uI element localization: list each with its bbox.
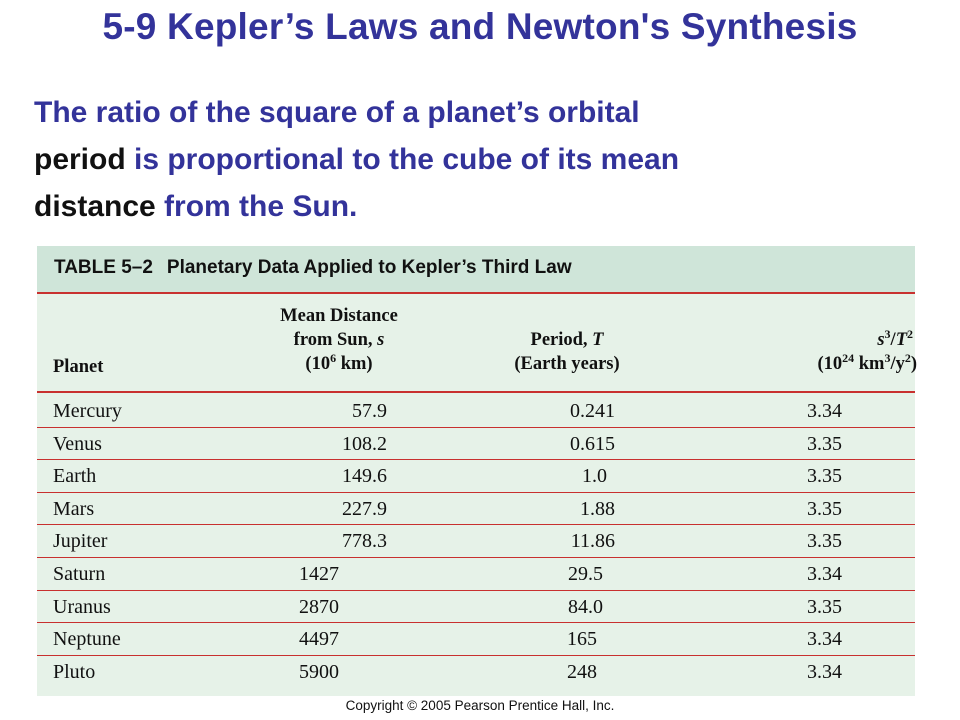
mean-distance: 5900 — [299, 660, 339, 683]
planet-name: Mercury — [53, 400, 122, 422]
header-distance-var: s — [377, 330, 385, 350]
ratio: 3.34 — [807, 660, 842, 683]
ratio-exp2: 2 — [907, 326, 913, 341]
header-distance-text: from Sun, — [293, 330, 378, 350]
period: 248 — [567, 660, 597, 683]
statement-part3: is proportional to the cube of its mean — [125, 143, 680, 176]
ratio: 3.35 — [807, 432, 842, 455]
period: 0.241 — [570, 400, 615, 422]
ratio: 3.34 — [807, 562, 842, 585]
ratio-slash: / — [890, 330, 896, 350]
ratio: 3.34 — [807, 400, 842, 422]
distance-unit-exp: 6 — [330, 350, 337, 365]
mean-distance: 1427 — [299, 562, 339, 585]
mean-distance: 108.2 — [342, 432, 387, 455]
ratio-unit-exp2: 2 — [904, 350, 911, 365]
mean-distance: 2870 — [299, 595, 339, 618]
ratio-unit-exp24: 24 — [842, 350, 855, 365]
table-row — [37, 591, 915, 624]
header-period — [477, 328, 657, 376]
ratio: 3.35 — [807, 497, 842, 520]
mean-distance: 149.6 — [342, 465, 387, 488]
table-row — [37, 623, 915, 656]
planet-name: Earth — [53, 465, 97, 488]
ratio-s: s — [877, 330, 885, 350]
period: 165 — [567, 628, 597, 651]
header-distance-line2 — [249, 328, 429, 352]
table-number: TABLE 5–2 — [54, 257, 153, 278]
planetary-data-table — [37, 246, 915, 696]
header-period-line2: (Earth years) — [514, 354, 620, 374]
period: 1.0 — [582, 465, 607, 488]
planet-name: Jupiter — [53, 530, 108, 553]
planet-name: Venus — [53, 432, 102, 455]
table-body — [37, 395, 915, 688]
table-row — [37, 493, 915, 526]
table-row — [37, 428, 915, 461]
period: 11.86 — [570, 530, 615, 553]
ratio: 3.35 — [807, 530, 842, 553]
ratio-T: T — [895, 330, 907, 350]
table-caption — [37, 246, 915, 292]
distance-unit-pre: (10 — [305, 354, 331, 374]
ratio: 3.34 — [807, 628, 842, 651]
kepler-third-law-statement — [34, 89, 934, 230]
table-row — [37, 460, 915, 493]
caption-rule — [37, 292, 915, 294]
copyright-notice: Copyright © 2005 Pearson Prentice Hall, Inc. — [345, 698, 615, 713]
mean-distance: 227.9 — [342, 497, 387, 520]
statement-part5: from the Sun. — [155, 190, 358, 223]
ratio-unit-km: km — [854, 354, 885, 374]
distance-unit-post: km) — [336, 354, 373, 374]
header-distance-line1: Mean Distance — [280, 306, 398, 326]
table-row — [37, 525, 915, 558]
planet-name: Pluto — [53, 660, 96, 683]
ratio: 3.35 — [807, 465, 842, 488]
header-distance-unit — [249, 352, 429, 376]
ratio-unit-post: ) — [910, 354, 917, 374]
statement-term-period: period — [34, 143, 126, 176]
header-period-line1 — [477, 328, 657, 352]
header-ratio — [737, 328, 921, 376]
slide-title: 5-9 Kepler’s Laws and Newton's Synthesis — [102, 6, 858, 47]
planet-name: Mars — [53, 497, 95, 520]
statement-term-distance: distance — [34, 190, 156, 223]
period: 84.0 — [568, 595, 603, 618]
ratio-unit-y: /y — [890, 354, 905, 374]
period-var: T — [592, 330, 604, 350]
table-row — [37, 395, 915, 428]
ratio-unit-exp3: 3 — [884, 350, 891, 365]
period: 29.5 — [568, 562, 603, 585]
mean-distance: 778.3 — [342, 530, 387, 553]
table-row — [37, 656, 915, 689]
mean-distance: 57.9 — [352, 400, 387, 422]
period: 0.615 — [570, 432, 615, 455]
period-label: Period, — [530, 330, 593, 350]
table-row — [37, 558, 915, 591]
header-planet-label: Planet — [53, 357, 104, 377]
planet-name: Neptune — [53, 628, 121, 651]
planet-name: Saturn — [53, 562, 106, 585]
header-ratio-unit — [737, 352, 921, 376]
header-rule — [37, 391, 915, 393]
statement-part1: The ratio of the square of a planet’s orbital — [34, 96, 640, 129]
mean-distance: 4497 — [299, 628, 339, 651]
ratio-exp3: 3 — [884, 326, 891, 341]
planet-name: Uranus — [53, 595, 111, 618]
period: 1.88 — [580, 497, 615, 520]
ratio-unit-pre: (10 — [817, 354, 843, 374]
header-planet — [53, 355, 103, 379]
header-mean-distance — [249, 304, 429, 376]
header-ratio-formula — [737, 328, 921, 352]
ratio: 3.35 — [807, 595, 842, 618]
table-caption-title: Planetary Data Applied to Kepler’s Third Law — [166, 257, 572, 278]
